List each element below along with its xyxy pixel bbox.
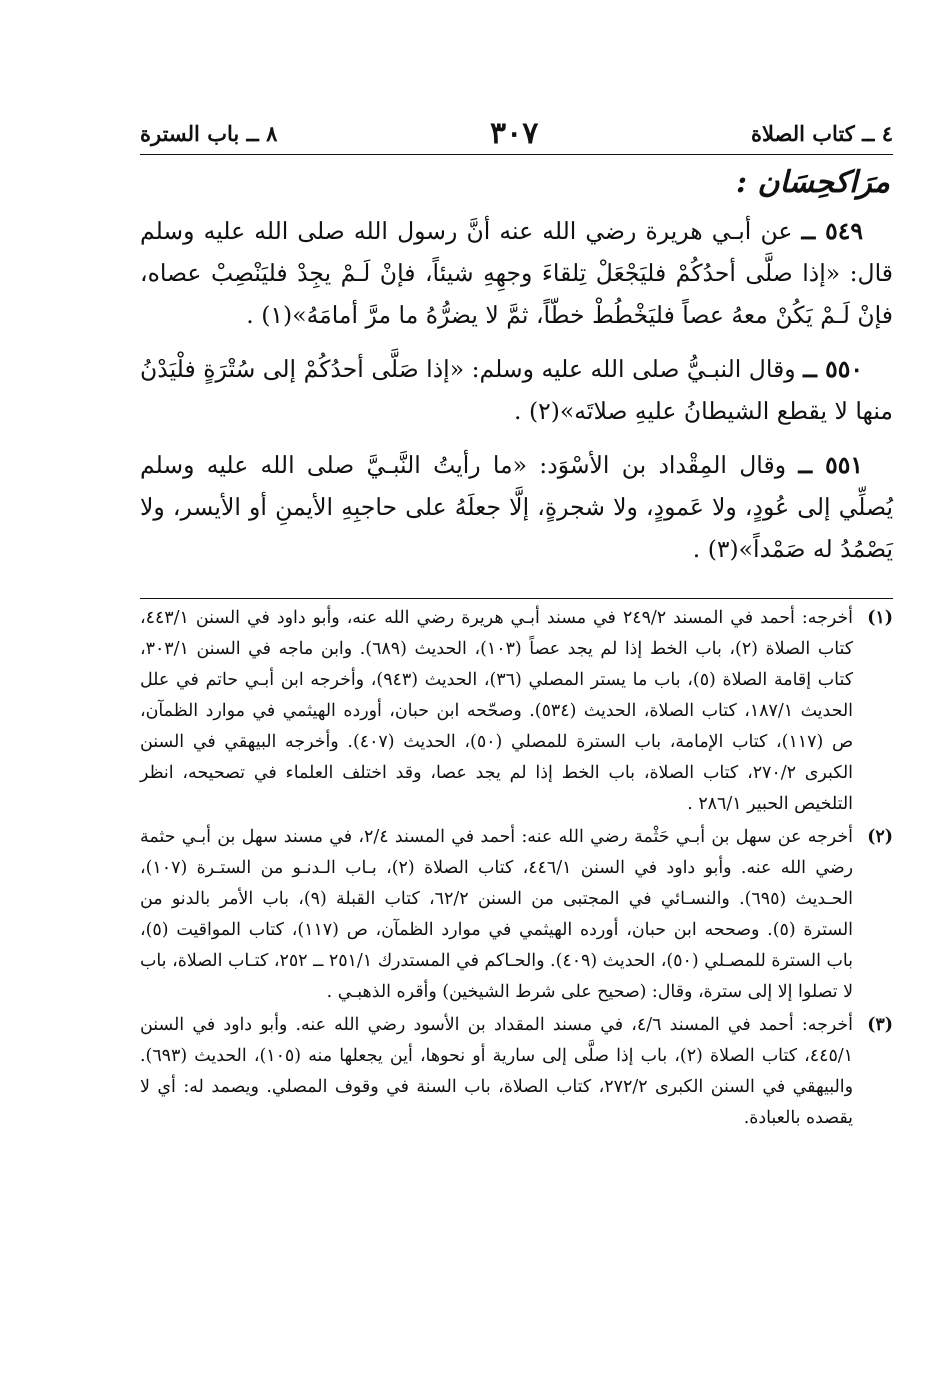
running-header xyxy=(140,113,893,153)
hadith-paragraph xyxy=(140,444,893,570)
chapter-title: ٤ ــ كتاب الصلاة xyxy=(751,120,893,146)
footnote xyxy=(140,822,893,1008)
hadith-paragraph xyxy=(140,210,893,336)
main-text xyxy=(140,210,893,582)
hadith-number: ٥٥١ ــ xyxy=(798,451,864,479)
header-rule xyxy=(140,154,893,155)
footnote-rule xyxy=(140,598,893,599)
footnote xyxy=(140,1010,893,1134)
hadith-text: عن أبـي هريرة رضي الله عنه أنَّ رسول الله صلى الله عليه وسلم قال: «إذا صلَّى أحدُكُمْ فليَجْعَلْ تِلقاءَ وجهِهِ شيئاً، فإنْ لَـمْ يجِدْ فليَنْصِبْ عصاه، فإنْ لَـمْ يَكُنْ معهُ عصاً فليَخْطُطْ خطّاً، ثمَّ لا يضرُّهُ ما مرَّ أمامَهُ»(١) . xyxy=(140,217,893,329)
hadith-text: وقال النبـيُّ صلى الله عليه وسلم: «إذا صَلَّى أحدُكُمْ إلى سُتْرَةٍ فلْيَدْنُ منها لا يقطع الشيطانُ عليهِ صلاتَه»(٢) . xyxy=(140,355,893,425)
section-heading: ٨ ــ باب السترة xyxy=(140,120,278,146)
footnote-marker: (٣) xyxy=(867,1015,893,1035)
footnote-text: أخرجه: أحمد في المسند ٢٤٩/٢ في مسند أبـي هريرة رضي الله عنه، وأبو داود في السنن ٤٤٣/١، كتاب الصلاة (٢)، باب الخط إذا لم يجد عصاً (١٠٣)، الحديث (٦٨٩). وابن ماجه في السنن ٣٠٣/١، كتاب إقامة الصلاة (٥)، باب ما يستر المصلي (٣٦)، الحديث (٩٤٣)، وأخرجه ابن أبـي حاتم في علل الحديث ١٨٧/١، كتاب الصلاة، الحديث (٥٣٤). وصحّحه ابن حبان، أورده الهيثمي في موارد الظمآن، ص (١١٧)، كتاب الإمامة، باب السترة للمصلي (٥٠)، الحديث (٤٠٧). وأخرجه البيهقي في السنن الكبرى ٢٧٠/٢، كتاب الصلاة، باب الخط إذا لم يجد عصا، وقد اختلف العلماء في تصحيحه، انظر التلخيص الحبير ٢٨٦/١ . xyxy=(140,608,854,814)
footnote-text: أخرجه عن سهل بن أبـي حَثْمة رضي الله عنه: أحمد في المسند ٢/٤، في مسند سهل بن أبـي حثمة رضي الله عنه. وأبو داود في السنن ٤٤٦/١، كتاب الصلاة (٢)، بـاب الـدنـو من الستـرة (١٠٧)، الحـديث (٦٩٥). والنسـائي في المجتبى من السنن ٦٢/٢، كتاب القبلة (٩)، باب الأمر بالدنو من السترة (٥). وصححه ابن حبان، أورده الهيثمي في موارد الظمآن، ص (١١٧)، كتاب المواقيت (٥)، باب السترة للمصـلي (٥٠)، الحديث (٤٠٩). والحـاكم في المستدرك ٢٥١/١ ــ ٢٥٢، كتـاب الصلاة، باب لا تصلوا إلا إلى سترة، وقال: (صحيح على شرط الشيخين) وأقره الذهبـي . xyxy=(140,827,854,1002)
footnote-text: أخرجه: أحمد في المسند ٤/٦، في مسند المقداد بن الأسود رضي الله عنه. وأبو داود في السنن ٤٤٥/١، كتاب الصلاة (٢)، باب إذا صلَّى إلى سارية أو نحوها، أين يجعلها منه (١٠٥)، الحديث (٦٩٣). والبيهقي في السنن الكبرى ٢٧٢/٢، كتاب الصلاة، باب السنة في وقوف المصلي. ويصمد له: أي لا يقصده بالعبادة. xyxy=(140,1015,854,1128)
footnotes xyxy=(140,603,893,1136)
footnote-marker: (٢) xyxy=(867,827,893,847)
footnote xyxy=(140,603,893,820)
section-label: مرَاكحِسَان : xyxy=(735,165,890,200)
hadith-number: ٥٤٩ ــ xyxy=(801,217,863,245)
hadith-number: ٥٥٠ ــ xyxy=(803,355,863,383)
page-number: ٣٠٧ xyxy=(490,115,539,151)
footnote-marker: (١) xyxy=(867,608,893,628)
hadith-paragraph xyxy=(140,348,893,432)
hadith-text: وقال المِقْداد بن الأسْوَد: «ما رأيتُ النَّبـيَّ صلى الله عليه وسلم يُصلِّي إلى عُودٍ، ولا عَمودٍ، ولا شجرةٍ، إلَّا جعلَهُ على حاجبِهِ الأيمنِ أو الأيسر، ولا يَصْمُدُ له صَمْداً»(٣) . xyxy=(140,451,893,563)
